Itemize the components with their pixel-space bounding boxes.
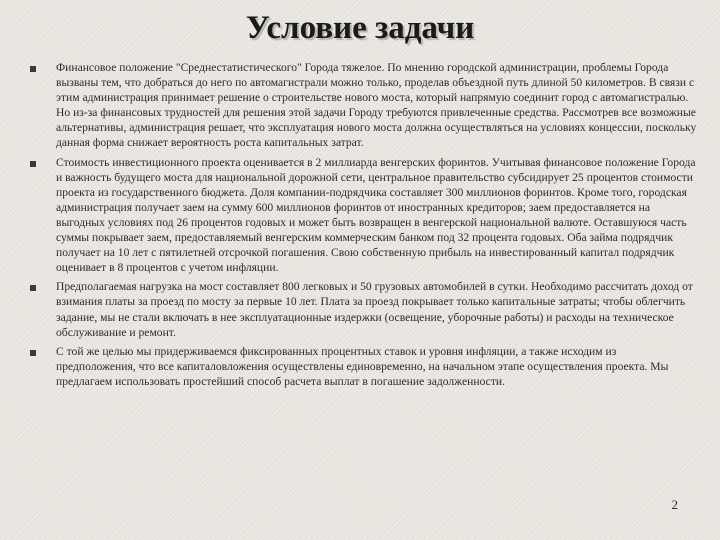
list-item (26, 344, 698, 389)
list-item (26, 279, 698, 339)
bullet-text: Предполагаемая нагрузка на мост составляет 800 легковых и 50 грузовых автомобилей в сутки. Необходимо рассчитать доход от взимания платы за проезд по мосту за первые 10 лет. Плата за проезд покрывает только капитальные затраты; чтобы облегчить задание, мы не стали включать в нее эксплуатационные издержки (освещение, уборочные работы) и расходы на техническое обслуживание и ремонт. (56, 280, 693, 339)
bullet-list (26, 60, 698, 393)
bullet-text: Финансовое положение "Среднестатистического" Города тяжелое. По мнению городской администрации, проблемы Города вызваны тем, что добраться до него по автомагистрали можно только, проделав объездной путь длиной 50 километров. В связи с этим администрация принимает решение о строительстве нового моста, который напрямую соединит город с автомагистралью. Но из-за финансовых трудностей для решения этой задачи Городу требуются привлеченные средства. Рассмотрев все возможные альтернативы, администрация решает, что эксплуатация нового моста должна осуществляться на условиях концессии, поскольку данная форма снижает вероятность роста капитальных затрат. (56, 61, 697, 150)
square-bullet-icon (30, 350, 36, 356)
list-item (26, 60, 698, 151)
page-number: 2 (671, 497, 678, 512)
square-bullet-icon (30, 161, 36, 167)
square-bullet-icon (30, 285, 36, 291)
page-title: Условие задачи (245, 10, 475, 46)
bullet-text: Стоимость инвестиционного проекта оценивается в 2 миллиарда венгерских форинтов. Учитывая финансовое положение Города и важность будущего моста для национальной дорожной сети, центральное правительство субсидирует 25 процентов стоимости проекта из государственного бюджета. Доля компании-подрядчика составляет 300 миллионов форинтов. Кроме того, городская администрация получает заем на сумму 600 миллионов форинтов от иностранных кредиторов; заем предоставляется на выгодных условиях под 26 процентов годовых и может быть возвращен в венгерской национальной валюте. Оставшуюся часть суммы покрывает заем, предоставляемый венгерским коммерческим банком под 32 процента годовых. Оба займа подрядчик получает на 10 лет с пятилетней отсрочкой погашения. Свою собственную прибыль на инвестированный капитал подрядчик оценивает в 8 процентов с учетом инфляции. (56, 155, 696, 275)
bullet-text: С той же целью мы придерживаемся фиксированных процентных ставок и уровня инфляции, а также исходим из предположения, что все капиталовложения осуществлены единовременно, на начальном этапе осуществления проекта. Мы предлагаем использовать простейший способ расчета выплат в погашение задолженности. (56, 344, 669, 388)
list-item (26, 155, 698, 276)
square-bullet-icon (30, 66, 36, 72)
